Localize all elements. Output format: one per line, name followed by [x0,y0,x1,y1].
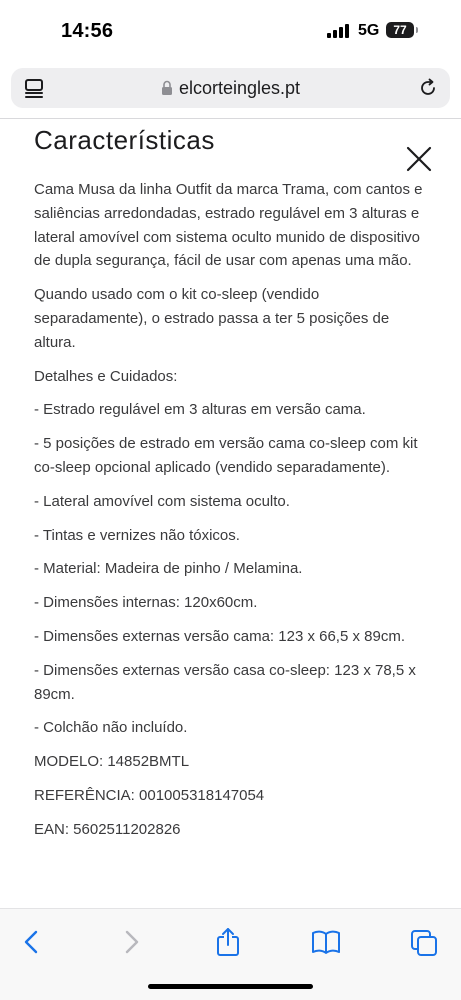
book-icon[interactable] [310,927,342,957]
network-type: 5G [358,22,380,39]
chevron-left-icon[interactable] [16,927,48,957]
url-text: elcorteingles.pt [178,77,301,98]
description-block [34,178,426,842]
battery-icon [386,22,414,38]
details-heading: Detalhes e Cuidados: [34,367,178,385]
lock-icon [161,80,173,96]
chevron-right-icon[interactable] [115,927,147,957]
battery-cap [416,27,418,33]
characteristics-panel [34,125,426,156]
ean-info: EAN: 5602511202826 [34,820,181,838]
cellular-signal-icon [327,24,349,38]
detail-item: - Dimensões internas: 120x60cm. [34,594,258,612]
detail-item: - Material: Madeira de pinho / Melamina. [34,560,303,578]
detail-item: - 5 posições de estrado em versão cama co-sleep com kit co-sleep opcional aplicado (vendido separadamente). [34,435,418,476]
url-display[interactable] [11,68,450,108]
reload-icon[interactable] [418,78,438,98]
description-paragraph: Cama Musa da linha Outfit da marca Trama, com cantos e saliências arredondadas, estrado regulável em 3 alturas e lateral amovível com sistema oculto munido de dispositivo de dupla segurança, fácil de usar com apenas uma mão. [34,181,423,270]
home-indicator [148,984,313,989]
status-bar [0,0,461,60]
detail-item: - Dimensões externas versão cama: 123 x 66,5 x 89cm. [34,627,406,645]
battery-level: 77 [393,23,407,37]
share-icon[interactable] [212,927,244,957]
tabs-icon[interactable] [408,927,440,957]
detail-item: - Lateral amovível com sistema oculto. [34,492,290,510]
close-icon[interactable] [404,144,434,174]
header-divider [0,118,461,119]
address-bar[interactable] [11,68,450,108]
page-title: Características [34,125,215,155]
detail-item: - Tintas e vernizes não tóxicos. [34,526,240,544]
model-info: MODELO: 14852BMTL [34,753,190,771]
detail-item: - Estrado regulável em 3 alturas em versão cama. [34,401,366,419]
detail-item: - Dimensões externas versão casa co-sleep: 123 x 78,5 x 89cm. [34,661,416,703]
detail-item: - Colchão não incluído. [34,719,188,737]
reference-info: REFERÊNCIA: 001005318147054 [34,786,265,804]
description-paragraph: Quando usado com o kit co-sleep (vendido separadamente), o estrado passa a ter 5 posições de altura. [34,286,390,351]
status-time: 14:56 [61,20,114,42]
